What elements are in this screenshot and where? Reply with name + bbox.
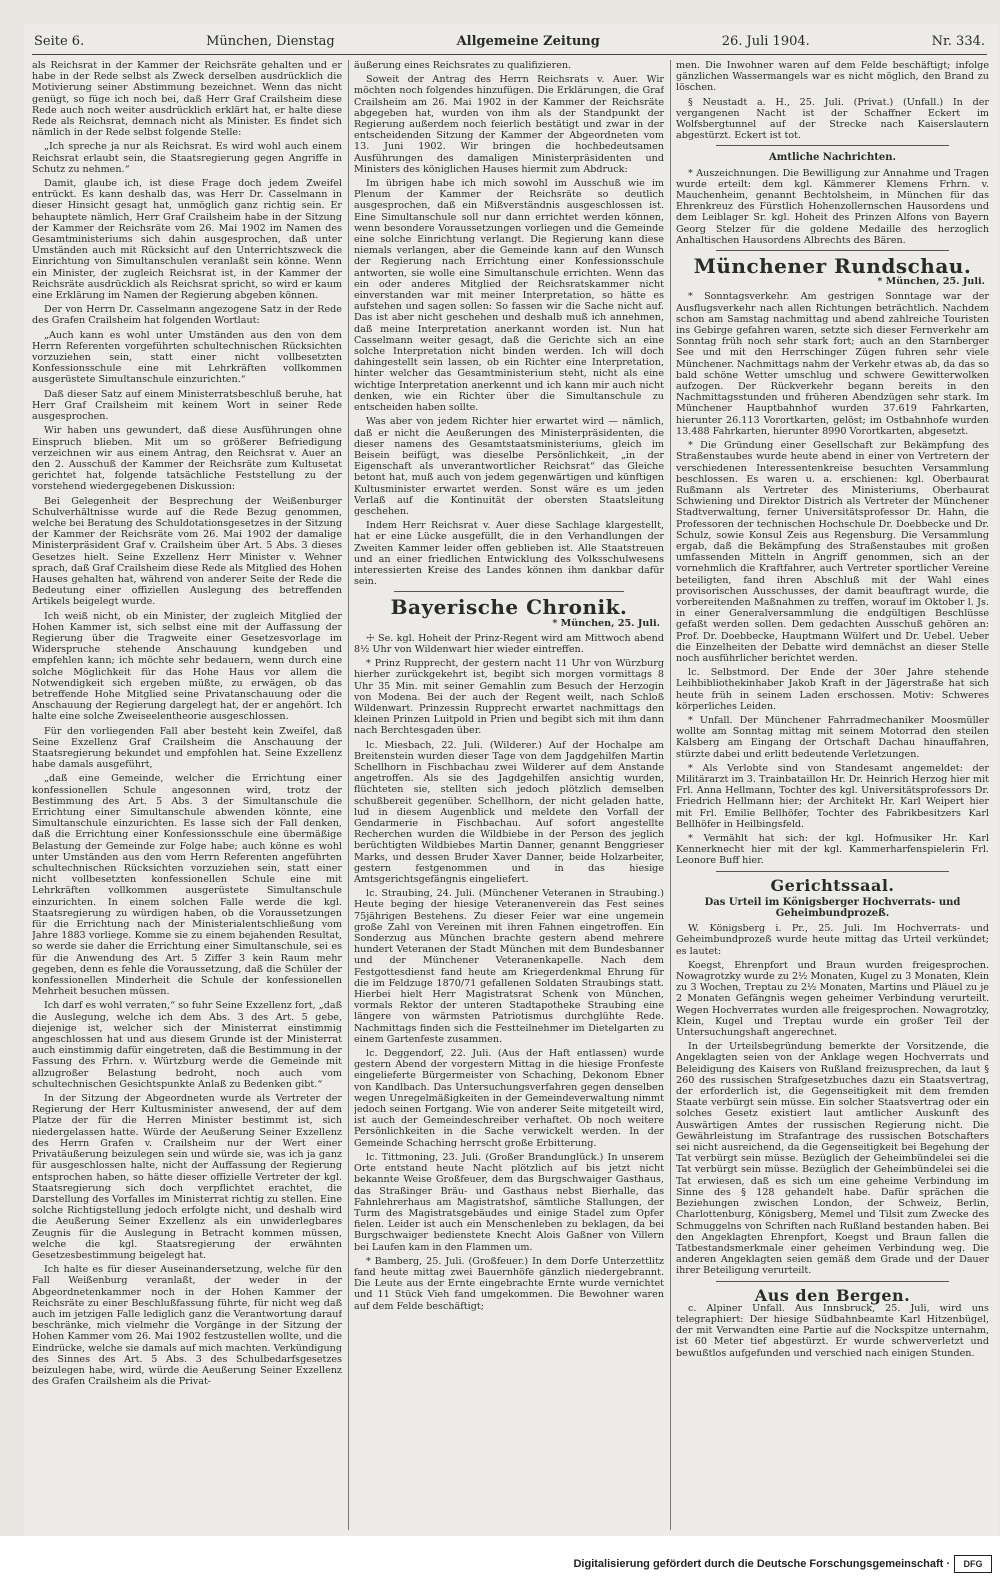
dateline: * München, 25. Juli.	[877, 276, 985, 288]
news-item: Koegst, Ehrenpfort und Braun wurden freigesprochen. Nowagrotzky wurde zu 2½ Monaten, Kugel zu 3 Monaten, Klein zu 3 Wochen, Treptau zu 2½ Monaten, Martins und Pläuel zu je 2 Monaten Gefängnis wegen geheimer Verbindung verurteilt. Wegen Hochverrates wurden alle freigesprochen. Nowagrotzky, Klein, Kugel und Treptau wurde ein großer Teil der Untersuchungshaft angerechnet.	[676, 959, 989, 1039]
column-divider	[670, 60, 671, 1530]
issue-number: Nr. 334.	[931, 33, 985, 49]
funding-credit: Digitalisierung gefördert durch die Deutsche Forschungsgemeinschaft ·	[573, 1558, 950, 1570]
column-2	[354, 60, 664, 1530]
news-item: lc. Miesbach, 22. Juli. (Wilderer.) Auf der Hochalpe am Breitenstein wurden dieser Tage von dem Jagdgehilfen Martin Schellhorn in Fischbachau zwei Wilderer auf dem Anstande angetroffen. Als sie des Jagdgehilfen ansichtig wurden, flüchteten sie, stellten sich jedoch plötzlich demselben schußbereit gegenüber. Schellhorn, der nicht geladen hatte, lud in diesem Augenblick und meldete den Vorfall der Gendarmerie in Fischbachau. Auf sofort angestellte Recherchen wurden die Wildbiebe in der Person des jeglich berüchtigten Wildbiebes Martin Danner, genannt Benggrieser Marks, und dessen Bruder Xaver Danner, beide Holzarbeiter, gestern festgenommen und in das hiesige Amtsgerichtsgefängnis eingeliefert.	[354, 739, 664, 886]
article-paragraph: Bei Gelegenheit der Besprechung der Weißenburger Schulverhältnisse wurde auf die Rede Bezug genommen, welche bei Beratung des Schuldotationsgesetzes in der Sitzung der Kammer der Reichsräte vom 26. Mai 1902 der damalige Ministerpräsident Graf v. Crailsheim über Art. 5 Abs. 3 dieses Gesetzes hielt. Seine Exzellenz Herr Minister v. Wehner sprach, daß Graf Crailsheim diese Rede als Mitglied des Hohen Hauses gehalten hat, während von anderer Seite der Rede die Bedeutung einer offiziellen Auslegung des betreffenden Artikels beigelegt wurde.	[32, 495, 342, 608]
news-item: * Sonntagsverkehr. Am gestrigen Sonntage war der Ausflugsverkehr nach allen Richtungen beträchtlich. Nachdem schon am Samstag nachmittag und abend zahlreiche Touristen ins Gebirge gefahren waren, setzte sich dieser Fernverkehr am Sonntag früh noch sehr stark fort; auch an den Starnberger See und mit den Herrschinger Zügen fuhren sehr viele Münchener. Nachmittags nahm der Verkehr etwas ab, da das so bald schöne Wetter umschlug und schwere Gewitterwolken aufzogen. Der Rückverkehr begann bereits in den Nachmittagsstunden und früheren Abendzügen sehr stark. Im Münchener Hauptbahnhof wurden 37.619 Fahrkarten, hierunter 26.113 Vorortkarten, gelöst; im Ostbahnhofe wurden 13.488 Fahrkarten, hierunter 8990 Vorortkarten, abgesetzt.	[676, 291, 989, 437]
news-item: * Als Verlobte sind von Standesamt angemeldet: der Militärarzt im 3. Trainbataillon Hr. Dr. Heinrich Herzog hier mit Frl. Anna Hellmann, Tochter des kgl. Universitätsprofessors Dr. Friedrich Hellmann hier; der Architekt Hr. Karl Weipert hier mit Frl. Emilie Bellhöfer, Tochter des Fabrikbesitzers Karl Bellhöfer in Heilbingsfeld.	[676, 762, 989, 830]
article-paragraph: Soweit der Antrag des Herrn Reichsrats v. Auer. Wir möchten noch folgendes hinzufügen. Die Erklärungen, die Graf Crailsheim am 26. Mai 1902 in der Kammer der Reichsräte abgegeben hat, wurden von ihm als der Standpunkt der Regierung außerdem noch feierlich bestätigt und zwar in der entscheidenden Sitzung der Kammer der Abgeordneten vom 13. Juni 1902. Wir bringen die hochbedeutsamen Ausführungen des damaligen Ministerpräsidenten und Ministers des königlichen Hauses hiermit zum Abdruck:	[354, 74, 664, 175]
page-number: Seite 6.	[34, 33, 85, 49]
news-item: W. Königsberg i. Pr., 25. Juli. Im Hochverrats- und Geheimbundprozeß wurde heute mittag das Urteil verkündet; es lautet:	[676, 923, 989, 957]
news-item: lc. Deggendorf, 22. Juli. (Aus der Haft entlassen) wurde gestern Abend der vorgestern Mittag in die hiesige Fronfeste eingelieferte Bürgermeister von Schaching, Dekonom Ebner von Kandlbach. Das Untersuchungsverfahren gegen denselben wegen Unregelmäßigkeiten in der Gemeindeverwaltung nimmt jedoch seinen Fortgang. Wie von anderer Seite mitgeteilt wird, ist auch der Gemeindeschreiber verhaftet. Ob noch weitere Persönlichkeiten in die Sache verwickelt werden. In der Gemeinde Schaching herrscht große Erbitterung.	[354, 1048, 664, 1149]
news-item: c. Alpiner Unfall. Aus Innsbruck, 25. Juli, wird uns telegraphiert: Der hiesige Südbahnbeamte Karl Hitzenbügel, der mit Verwandten eine Partie auf die Nockspitze unternahm, ist 60 Meter tief abgestürzt. Er wurde schwerverletzt und bewußtlos aufgefunden und verschied nach einigen Stunden.	[676, 1302, 989, 1359]
newspaper-page	[24, 24, 999, 1536]
column-1	[32, 60, 342, 1530]
news-item: § Neustadt a. H., 25. Juli. (Privat.) (Unfall.) In der vergangenen Nacht ist der Schaffner Eckert im Wolfsbergtunnel auf der Strecke nach Kaiserslautern abgestürzt. Eckert ist tot.	[676, 96, 989, 142]
column-divider	[348, 60, 349, 1530]
article-paragraph: Im übrigen habe ich mich sowohl im Ausschuß wie im Plenum der Kammer der Reichsräte so deutlich ausgesprochen, daß ein Mißverständnis ausgeschlossen ist. Eine Simultanschule soll nur dann errichtet werden können, wenn besondere Voraussetzungen vorliegen und die Gemeinde eine solche Einrichtung verlangt. Die Regierung kann diese niemals verlangen, aber die Gemeinde kann auf den Wunsch der Regierung nach Errichtung einer Konfessionsschule antworten, sie wolle eine Simultanschule errichten. Wenn das ein oder anderes Mitglied der Reichsratskammer nicht einverstanden war mit meiner Interpretation, so hätte es aufstehen und sagen sollen: So fassen wir die Sache nicht auf. Das ist aber nicht geschehen und deshalb muß ich annehmen, daß meine Interpretation anerkannt worden ist. Nun hat Casselmann weiter gesagt, daß die Gerichte sich an eine solche Interpretation nicht binden werden. Ich will doch dahingestellt sein lassen, ob ein Richter eine Interpretation, hinter welcher das Gesamtministerium steht, nicht als eine wichtige Interpretation anerkennt und ich kann mir auch nicht denken, wie ein Richter über die Simultanschule zu entscheiden haben sollte.	[354, 178, 664, 414]
article-paragraph: Ich weiß nicht, ob ein Minister, der zugleich Mitglied der Hohen Kammer ist, sich selbst eine mit der Auffassung der Regierung über die Tragweite einer Gesetzesvorlage im Widerspruche stehende Anschauung kundgeben und empfehlen kann; ich möchte sehr bedauern, wenn durch eine solche Möglichkeit für das Hohe Haus vor allem die Notwendigkeit sich ergeben müßte, zu erwägen, ob das betreffende Hohe Mitglied seine Privatanschauung oder die Anschauung der Regierung dargelegt hat, der er angehört. Ich halte eine solche Zweiseelentheorie ausgeschlossen.	[32, 610, 342, 723]
article-paragraph: In der Sitzung der Abgeordneten wurde als Vertreter der Regierung der Herr Kultusminister anwesend, der auf dem Platze der für die Herren Minister bestimmt ist, sich niedergelassen hatte. Würde der Aeußerung Seiner Exzellenz des Herrn Grafen v. Crailsheim nur der Wert einer Privatäußerung beizulegen sein und würde sie, was ich ja ganz für ausgeschlossen halte, nicht der Auffassung der Regierung entsprochen haben, so hätte dieser offizielle Vertreter der kgl. Staatsregierung sich doch verpflichtet erachtet, die Darstellung des Vorfalles im Ministerrat richtig zu stellen. Eine solche Richtigstellung jedoch erfolgte nicht, und deshalb wird die Aeußerung Seiner Exzellenz als ein unwiderlegbares Zeugnis für die Auslegung in Betracht kommen müssen, welche die kgl. Staatsregierung der erwähnten Gesetzesbestimmung beigelegt hat.	[32, 1093, 342, 1261]
digitization-footer	[0, 1536, 1000, 1580]
news-item: ☩ Se. kgl. Hoheit der Prinz-Regent wird am Mittwoch abend 8½ Uhr von Wildenwart hier wieder eintreffen.	[354, 632, 664, 655]
article-paragraph: Für den vorliegenden Fall aber besteht kein Zweifel, daß Seine Exzellenz Graf Crailsheim die Anschauung der Staatsregierung bekundet und empfohlen hat. Seine Exzellenz habe damals ausgeführt,	[32, 725, 342, 771]
news-item: lc. Straubing, 24. Juli. (Münchener Veteranen in Straubing.) Heute beging der hiesige Veteranenverein das Fest seines 75jährigen Bestehens. Zu dieser Feier war eine ungemein große Zahl von Vereinen mit ihren Fahnen eingetroffen. Ein Sonderzug aus München brachte gestern abend mehrere hundert Veteranen der Stadt München mit dem Bundesbanner und der Münchener Veteranenkapelle. Nach dem Festgottesdienst fand heute am Kriegerdenkmal Ehrung für die im Feldzuge 1870/71 gefallenen Soldaten Straubings statt. Hierbei hielt Herr Magistratsrat Schenk von München, vormals Rektor der unteren Stadtapotheke Straubing eine längere von wärmsten Patriotismus durchglühte Rede. Nachmittags finden sich die Festteilnehmer im Dietelgarten zu einem Gartenfeste zusammen.	[354, 888, 664, 1045]
news-item: * Auszeichnungen. Die Bewilligung zur Annahme und Tragen wurde erteilt: dem kgl. Kämmerer Klemens Frhrn. v. Mauchenheim, genannt Bechtolsheim, in München für das Ehrenkreuz des Fürstlich Hohenzollernschen Hausordens und dem Leiblager Sr. kgl. Hoheit des Prinzen Alfons von Bayern Georg Stelzer für die goldene Medaille des herzoglich Anhaltischen Hausordens Albrechts des Bären.	[676, 167, 989, 246]
issue-date: 26. Juli 1904.	[721, 33, 810, 49]
column-3	[676, 60, 989, 1530]
article-paragraph: als Reichsrat in der Kammer der Reichsräte gehalten und er habe in der Rede selbst als Zweck derselben ausdrücklich die Motivierung seiner Abstimmung bezeichnet. Wenn das nicht genügt, so füge ich noch bei, daß Herr Graf Crailsheim diese Rede auch noch weiter ausdrücklich erklärt hat, er halte diese Rede als Reichsrat, demnach nicht als Minister. Es findet sich nämlich in der Rede selbst folgende Stelle:	[32, 60, 342, 139]
section-rule	[716, 145, 949, 146]
news-item: men. Die Inwohner waren auf dem Felde beschäftigt; infolge gänzlichen Wassermangels war es nicht möglich, den Brand zu löschen.	[676, 60, 989, 94]
news-item: * Die Gründung einer Gesellschaft zur Bekämpfung des Straßenstaubes wurde heute abend in einer von Vertretern der verschiedenen Interessentenkreise besuchten Versammlung beschlossen. Es waren u. a. erschienen: kgl. Oberbaurat Rußmann als Vertreter des Ministeriums, Oberbaurat Schwiening und Direktor Districh als Vertreter der Münchener Stadtverwaltung, ferner Universitätsprofessor Dr. Hahn, die Professoren der technischen Hochschule Dr. Doebbecke und Dr. Schulz, sowie Konsul Zeis aus Regensburg. Die Versammlung ergab, daß die Bekämpfung des Straßenstaubes mit großen umfassenden Mitteln in Angriff genommen, sich an der vornehmlich die Kraftfahrer, auch Vertreter sportlicher Vereine beteiligten, fand ihren Abschluß mit der Wahl eines provisorischen Ausschusses, der damit beauftragt wurde, die vorbereitenden Maßnahmen zu treffen, worauf im Oktober l. Js. in einer Generalversammlung die endgültigen Beschlüsse gefaßt werden sollen. Dem gedachten Ausschuß gehören an: Prof. Dr. Doebbecke, Hauptmann Wülfert und Dr. Uebel. Ueber die Einzelheiten der Debatte wird demnächst an dieser Stelle noch ausführlicher berichtet werden.	[676, 440, 989, 664]
article-paragraph: Was aber von jedem Richter hier erwartet wird — nämlich, daß er nicht die Aeußerungen des Ministerpräsidenten, die dieser namens des Gesamtstaatsministeriums, gleich im Beisein beifügt, was dieselbe Persönlichkeit, „in der Eigenschaft als unverantwortlicher Reichsrat“ das Gleiche betont hat, muß auch von jedem gegenwärtigen und künftigen Kultusminister erwartet werden. Sonst wäre es um jeden Verlaß auf die Kontinuität der obersten Staatsleitung geschehen.	[354, 416, 664, 517]
section-rule	[716, 871, 949, 872]
article-paragraph: Daß dieser Satz auf einem Ministerratsbeschluß beruhe, hat Herr Graf Crailsheim mit keinem Wort in seiner Rede ausgesprochen.	[32, 388, 342, 423]
article-paragraph: „Ich spreche ja nur als Reichsrat. Es wird wohl auch einem Reichsrat erlaubt sein, die Staatsregierung gegen Angriffe in Schutz zu nehmen.“	[32, 141, 342, 175]
news-item: In der Urteilsbegründung bemerkte der Vorsitzende, die Angeklagten seien von der Anklage wegen Hochverrats und Beleidigung des Kaisers von Rußland freizusprechen, da laut § 260 des russischen Strafgesetzbuches dazu ein Staatsvertrag, der erforderlich ist, die Gegenseitigkeit mit dem fremden Staate verbürgt sein müsse. Ein solcher Staatsvertrag oder ein solches Gesetz existiert laut amtlicher Auskunft des Auswärtigen Amtes der russischen Regierung nicht. Die Gewährleistung im Strafantrage des russischen Botschafters sei nicht ausreichend, da die Gegenseitigkeit bei Begehung der Tat verbürgt sein müsse. Bezüglich der Geheimbündelei sei die Tat verbürgt sein müsse. Bezüglich der Geheimbündelei sei die Tat erwiesen, daß es sich um eine geheime Verbindung im Sinne des § 128 gehandelt habe. Dafür sprächen die Beziehungen zwischen London, der Schweiz, Berlin, Charlottenburg, Königsberg, Memel und Tilsit zum Zwecke des Schmuggelns von Schriften nach Rußland bestanden haben. Bei den Angeklagten Ehrenpfort, Koegst und Braun fallen die Tatbestandsmerkmale einer geheimen Verbindung weg. Die anderen Angeklagten seien gemäß dem Grade und der Dauer ihrer Beteiligung verurteilt.	[676, 1041, 989, 1277]
article-paragraph: Ich halte es für dieser Auseinandersetzung, welche für den Fall Weißenburg veranlaßt, der weder in der Abgeordnetenkammer noch in der Hohen Kammer der Reichsräte zu einer Beschlußfassung führte, für nicht weg daß auch im jetzigen Falle lediglich ganz die Verantwortung darauf beschränke, mich vielmehr die Vorgänge in der Sitzung der Hohen Kammer vom 26. Mai 1902 festzustellen wollte, und die Eindrücke, welche sie damals auf mich machten. Verkündigung des Sinnes des Art. 5 Abs. 3 des Schulbedarfsgesetzes beizulegen habe, wird, würde die Aeußerung Seiner Exzellenz des Grafen Crailsheim als die Privat-	[32, 1264, 342, 1388]
news-item: lc. Selbstmord. Der Ende der 30er Jahre stehende Leihbibliothekinhaber Jakob Kraft in der Jägerstraße hat sich heute früh in seinem Laden erschossen. Motiv: Schweres körperliches Leiden.	[676, 667, 989, 712]
page-header	[34, 30, 985, 52]
article-paragraph: äußerung eines Reichsrates zu qualifizieren.	[354, 60, 572, 71]
dfg-logo: DFG	[954, 1555, 992, 1573]
news-item: lc. Tittmoning, 23. Juli. (Großer Brandunglück.) In unserem Orte entstand heute Nacht plötzlich auf bis jetzt nicht bekannte Weise Großfeuer, dem das Burgschwaiger Gasthaus, das Straßinger Bräu- und Gasthaus nebst Bierhalle, das Fahnlehrerhaus am Magistratshof, sämtliche Stallungen, der Turm des Magistratsgebäudes und einige Stadel zum Opfer fielen. Leider ist auch ein Menschenleben zu beklagen, da bei Burgschwaiger bedienstete Knecht Alois Gaßner von Villern bei Laufen kam in den Flammen um.	[354, 1151, 664, 1253]
section-title-muenchener-rundschau: Münchener Rundschau.	[693, 254, 972, 279]
news-item: * Bamberg, 25. Juli. (Großfeuer.) In dem Dorfe Unterzettlitz fand heute mittag zwei Bauernhöfe gänzlich niedergebrannt. Die Leute aus der Ernte eingebrachte Ernte wurde vernichtet und 11 Stück Vieh fand umgekommen. Die Bewohner waren auf dem Felde beschäftigt;	[354, 1255, 664, 1312]
article-paragraph: Wir haben uns gewundert, daß diese Ausführungen ohne Einspruch blieben. Mit um so größerer Befriedigung verzeichnen wir aus einem Antrag, den Reichsrat v. Auer an den 2. Ausschuß der Kammer der Reichsräte zum Kultusetat gerichtet hat, folgende tatsächliche Feststellung zu der vorstehend wiedergegebenen Diskussion:	[32, 425, 342, 493]
article-paragraph: Ich darf es wohl verraten,“ so fuhr Seine Exzellenz fort, „daß die Auslegung, welche ich dem Abs. 3 des Art. 5 gebe, diejenige ist, welcher sich der Ministerrat einstimmig angeschlossen hat und aus diesem Grunde ist der Ministerrat auch einstimmig dafür eingetreten, daß die Bestimmung in der Fassung des Frhrn. v. Würtzburg werde die Gemeinde mit allzugroßer Belastung bedroht, noch auch vom schultechnischen Gesichtspunkte Anlaß zu Bedenken gibt.“	[32, 1000, 342, 1090]
news-item: * Vermählt hat sich: der kgl. Hofmusiker Hr. Karl Kennerknecht hier mit der kgl. Kammerharfenspielerin Frl. Leonore Buff hier.	[676, 833, 989, 867]
place-day: München, Dienstag	[206, 33, 335, 49]
news-item: * Unfall. Der Münchener Fahrradmechaniker Moosmüller wollte am Sonntag mittag mit seinem Motorrad den steilen Kalsberg am Eingang der Ortschaft Dachau hinauffahren, stürzte dabei und erlitt bedeutende Verletzungen.	[676, 714, 989, 760]
section-rule	[716, 250, 949, 251]
header-rule	[32, 54, 987, 55]
article-paragraph: „daß eine Gemeinde, welcher die Errichtung einer konfessionellen Schule angesonnen wird, trotz der Bestimmung des Art. 5 Abs. 3 der Simultanschule die Errichtung einer Simultanschule abwenden könnte, eine Simultanschule einzurichten. Es lasse sich der Fall denken, daß die Errichtung einer Konfessionsschule eine übermäßige Belastung der Gemeinde zur Folge habe; auch könne es wohl unter Umständen aus den vom Herrn Referenten angeführten schultechnischen Rücksichten vorzuziehen sein, statt einer nicht vollbesetzten konfessionellen Schule eine mit Lehrkräften vollkommen ausgerüstete Simultanschule einzurichten. In einem solchen Falle werde die kgl. Staatsregierung zu würdigen haben, ob die Voraussetzungen für die Errichtung nach der Ministerialentschließung vom Jahre 1883 vorliege. Komme sie zu einem bejahenden Resultat, so werde sie daher die Errichtung einer Simultanschule, sei es für die Anwendung des Art. 5 Ziffer 3 kein Raum mehr gegeben, denn es fehle die Voraussetzung, daß die Schüler der konfessionellen Minderheit die Schule der konfessionellen Mehrheit besuchen müssen.	[32, 773, 342, 998]
article-paragraph: Indem Herr Reichsrat v. Auer diese Sachlage klargestellt, hat er eine Lücke ausgefüllt, die in den Verhandlungen der Zweiten Kammer leider offen geblieben ist. Alle Staatstreuen und an einer friedlichen Entwicklung des Volksschulwesens interessierten Kreise des Landes können ihm dankbar dafür sein.	[354, 520, 664, 588]
section-subtitle: Das Urteil im Königsberger Hochverrats- und Geheimbundprozeß.	[704, 896, 961, 920]
section-title-amtliche-nachrichten: Amtliche Nachrichten.	[769, 152, 896, 164]
news-item: * Prinz Rupprecht, der gestern nacht 11 Uhr von Würzburg hierher zurückgekehrt ist, begibt sich morgen vormittags 8 Uhr 35 Min. mit seiner Gemahlin zum Besuch der Herzogin von Modena. Bei der auch der Regent weilt, nach Schloß Wildenwart. Prinzessin Rupprecht erwartet nachmittags den kleinen Prinzen Luitpold in Prien und begibt sich mit ihm dann nach Berchtesgaden über.	[354, 658, 664, 737]
newspaper-title: Allgemeine Zeitung	[456, 33, 600, 49]
article-paragraph: „Auch kann es wohl unter Umständen aus den von dem Herrn Referenten vorgeführten schultechnischen Rücksichten vorzuziehen sein, statt einer nicht vollbesetzten Konfessionsschule eine mit Lehrkräften vollkommen ausgerüstete Simultanschule einzurichten.“	[32, 329, 342, 386]
section-title-bayerische-chronik: Bayerische Chronik.	[390, 595, 628, 620]
dateline: * München, 25. Juli.	[552, 617, 660, 629]
article-paragraph: Damit, glaube ich, ist diese Frage doch jedem Zweifel entrückt. Es kann deshalb das, was Herr Dr. Casselmann in dieser Hinsicht gesagt hat, unmöglich ganz richtig sein. Er behauptete nämlich, Herr Graf Crailsheim habe in der Sitzung der Kammer der Reichsräte vom 26. Mai 1902 im Namen des Gesamtministeriums sich dahin ausgesprochen, daß unter Umständen auch mit Rücksicht auf den Unterrichtszweck die Einrichtung von Simultanschulen veranlaßt sein könne. Wenn ein Minister, der zugleich Reichsrat ist, in der Kammer der Reichsräte ausdrücklich als Reichsrat spricht, so wird er kaum eine Erklärung im Namen der Regierung abgeben können.	[32, 178, 342, 302]
section-title-gerichtssaal: Gerichtssaal.	[770, 875, 895, 895]
section-title-aus-den-bergen: Aus den Bergen.	[754, 1285, 911, 1305]
section-rule	[716, 1281, 949, 1282]
section-rule	[394, 591, 624, 592]
article-paragraph: Der von Herrn Dr. Casselmann angezogene Satz in der Rede des Grafen Crailsheim hat folgenden Wortlaut:	[32, 304, 342, 327]
